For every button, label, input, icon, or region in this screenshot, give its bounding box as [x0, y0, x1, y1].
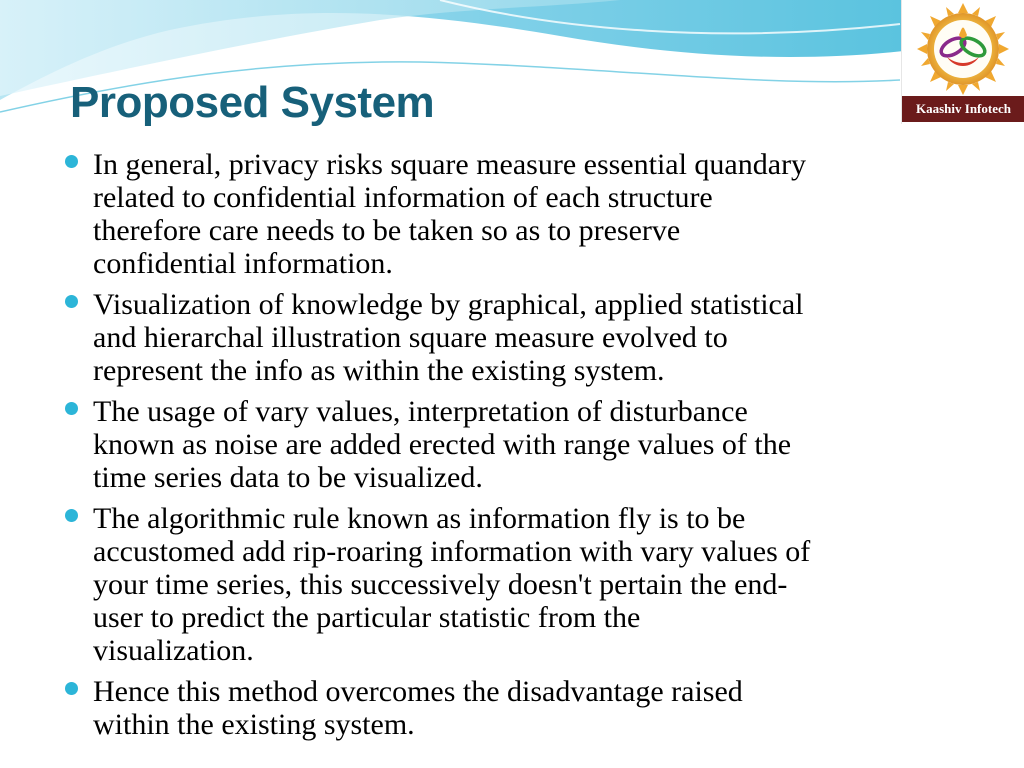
bullet-text: The usage of vary values, interpretation of disturbance known as noise are added erected with range values of the time series data to be visualized. [93, 395, 792, 494]
bullet-dot-icon [65, 682, 78, 695]
kaashiv-infotech-logo-icon [906, 2, 1021, 96]
bullet-item [0, 288, 1010, 387]
bullet-item [0, 502, 1010, 667]
bullet-item [0, 675, 1010, 741]
bullet-text: The algorithmic rule known as information fly is to be accustomed add rip-roaring information with vary values of your time series, this successively doesn't pertain the end- user to predict the particular statistic from the visualization. [93, 502, 811, 667]
bullet-list [0, 148, 1010, 749]
company-logo-name: Kaashiv Infotech [902, 96, 1024, 122]
bullet-dot-icon [65, 295, 78, 308]
bullet-item [0, 148, 1010, 280]
slide-title: Proposed System [70, 78, 435, 127]
bullet-dot-icon [65, 155, 78, 168]
bullet-item [0, 395, 1010, 494]
company-logo [901, 0, 1024, 124]
bullet-text: Hence this method overcomes the disadvantage raised within the existing system. [93, 675, 743, 741]
bullet-text: Visualization of knowledge by graphical, applied statistical and hierarchal illustration square measure evolved to represent the info as within the existing system. [93, 288, 804, 387]
bullet-dot-icon [65, 402, 78, 415]
bullet-dot-icon [65, 509, 78, 522]
bullet-text: In general, privacy risks square measure essential quandary related to confidential information of each structure therefore care needs to be taken so as to preserve confidential information. [93, 148, 807, 280]
